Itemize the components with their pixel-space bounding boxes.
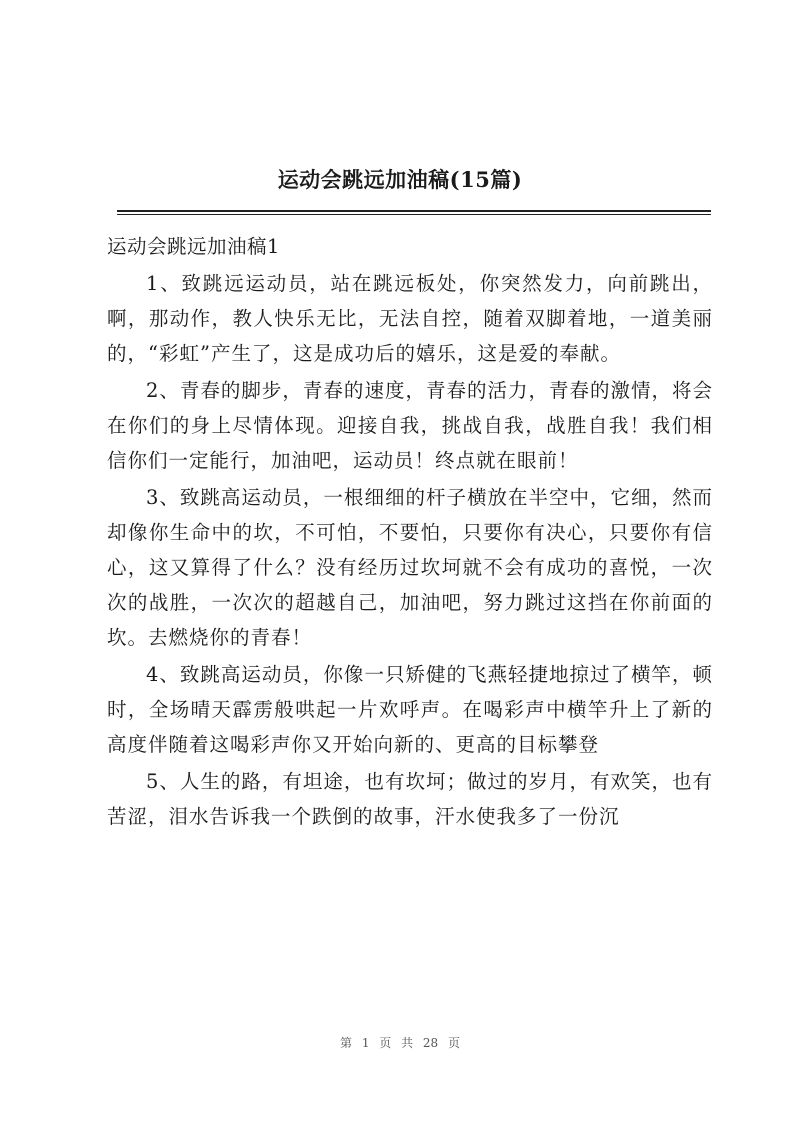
paragraph-1: 1、致跳远运动员，站在跳远板处，你突然发力，向前跳出，啊，那动作，教人快乐无比，无法自控，随着双脚着地，一道美丽的，“彩虹”产生了，这是成功后的嬉乐，这是爱的奉献。 [107, 272, 713, 365]
document-body [107, 229, 713, 836]
title-divider-thin [117, 214, 711, 215]
paragraph-2: 2、青春的脚步，青春的速度，青春的活力，青春的激情，将会在你们的身上尽情体现。迎接自我，挑战自我，战胜自我！我们相信你们一定能行，加油吧，运动员！终点就在眼前！ [107, 379, 713, 472]
paragraph-5: 5、人生的路，有坦途，也有坎坷；做过的岁月，有欢笑，也有苦涩，泪水告诉我一个跌倒的故事，汗水使我多了一份沉 [107, 770, 713, 828]
paragraph-3: 3、致跳高运动员，一根细细的杆子横放在半空中，它细，然而却像你生命中的坎，不可怕，不要怕，只要你有决心，只要你有信心，这又算得了什么？没有经历过坎坷就不会有成功的喜悦，一次次的战胜，一次次的超越自己，加油吧，努力跳过这挡在你前面的坎。去燃烧你的青春！ [107, 486, 713, 649]
paragraph-4: 4、致跳高运动员，你像一只矫健的飞燕轻捷地掠过了横竿，顿时，全场晴天霹雳般哄起一片欢呼声。在喝彩声中横竿升上了新的高度伴随着这喝彩声你又开始向新的、更高的目标攀登 [107, 663, 713, 756]
document-title: 运动会跳远加油稿(15篇) [277, 167, 523, 192]
title-divider [117, 210, 711, 212]
section-heading: 运动会跳远加油稿1 [107, 235, 280, 258]
page-number-footer: 第 1 页 共 28 页 [340, 1036, 460, 1050]
